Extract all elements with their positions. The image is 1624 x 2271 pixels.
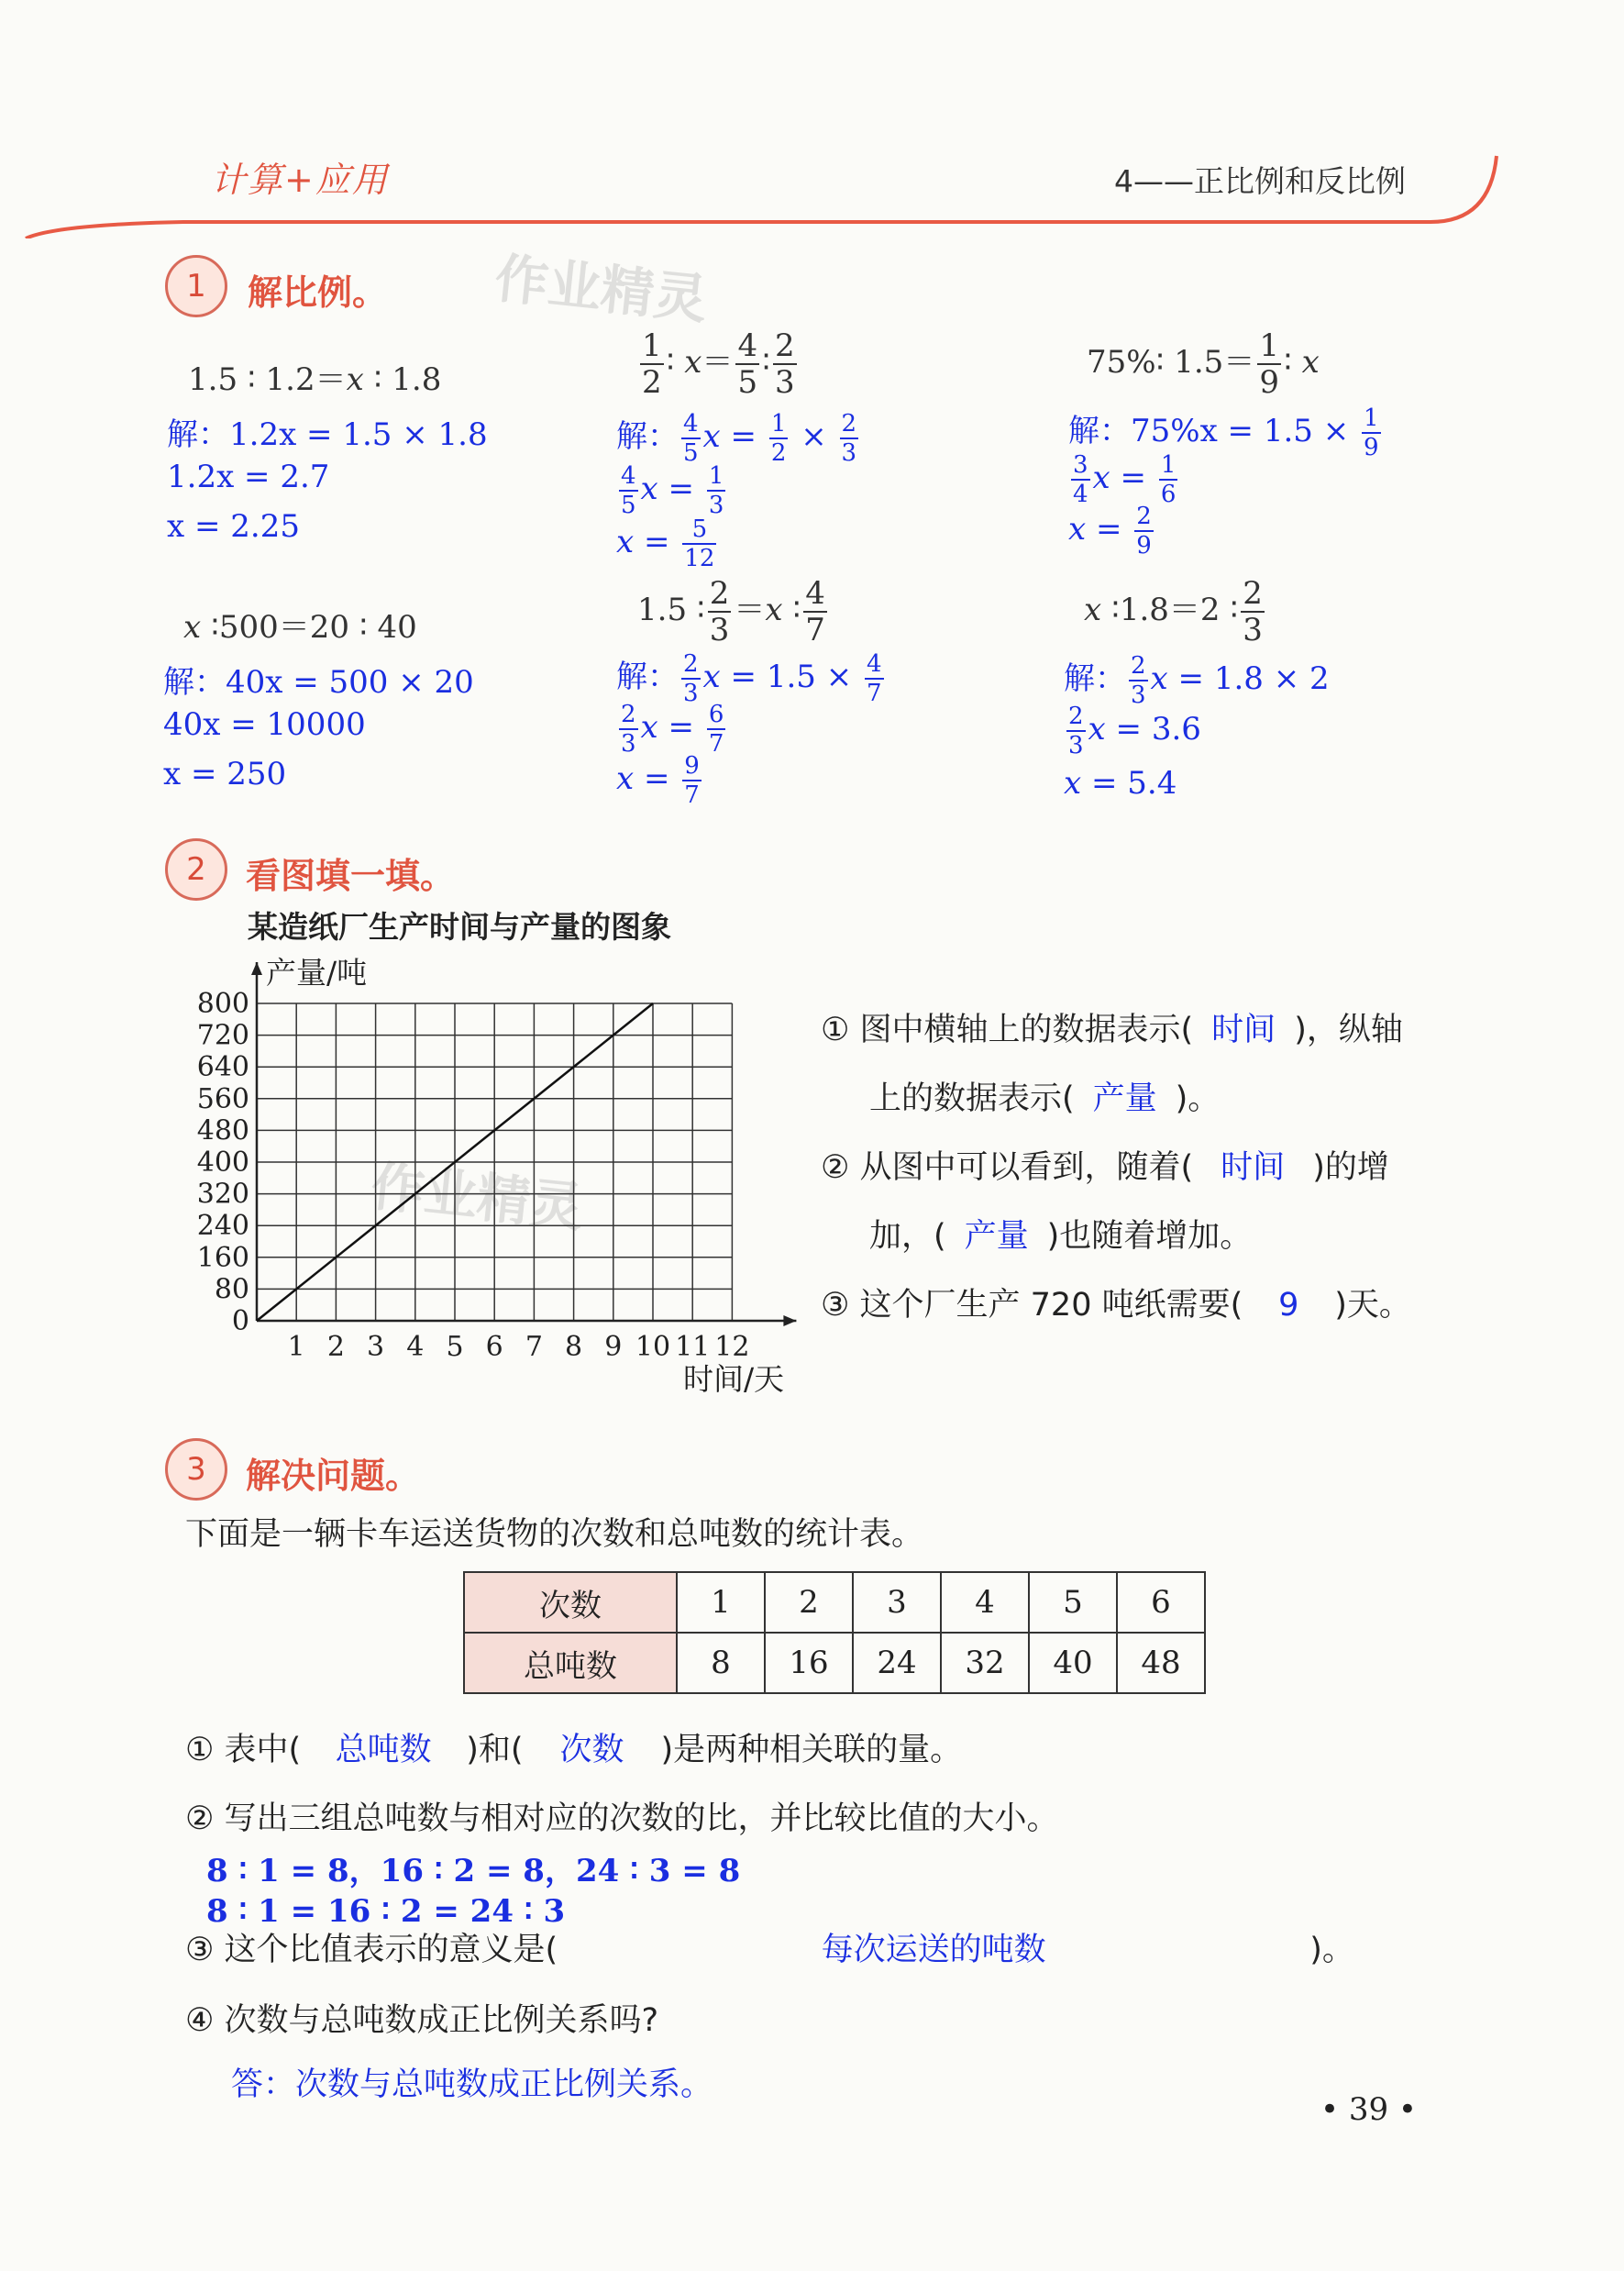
y-tick-label: 800 bbox=[196, 988, 249, 1020]
x-tick-label: 5 bbox=[446, 1331, 464, 1363]
x-tick-label: 6 bbox=[485, 1331, 503, 1363]
answer-line: 8 ∶ 1 = 16 ∶ 2 = 24 ∶ 3 bbox=[206, 1893, 566, 1930]
x-tick-label: 4 bbox=[406, 1331, 425, 1363]
solution-line: x = $\frac{9}{7}$ bbox=[616, 752, 700, 809]
row-header: 次数 bbox=[464, 1572, 677, 1633]
fill-question: 上的数据表示( 产量 )。 bbox=[869, 1080, 1221, 1117]
header-rule bbox=[0, 138, 1624, 238]
solution-line: 1.2x = 2.7 bbox=[167, 459, 330, 495]
watermark: 作业精灵 bbox=[368, 1155, 587, 1239]
solution-line: 解：75%x = 1.5 × $\frac{1}{9}$ bbox=[1068, 404, 1379, 461]
fill-question: ① 表中( 总吨数 )和( 次数 )是两种相关联的量。 bbox=[185, 1732, 963, 1768]
solution-line: $\frac{3}{4}$ x = $\frac{1}{6}$ bbox=[1073, 451, 1177, 508]
y-tick-label: 160 bbox=[196, 1241, 249, 1274]
table-row: 总吨数 8 16 24 32 40 48 bbox=[464, 1633, 1205, 1693]
answer-line: 答：次数与总吨数成正比例关系。 bbox=[231, 2066, 713, 2103]
solution-line: 解：1.2x = 1.5 × 1.8 bbox=[167, 416, 488, 453]
x-tick-label: 10 bbox=[635, 1331, 671, 1363]
fill-question: ② 从图中可以看到，随着( 时间 )的增 bbox=[821, 1149, 1389, 1186]
y-tick-label: 400 bbox=[196, 1147, 249, 1179]
x-tick-label: 9 bbox=[604, 1331, 623, 1363]
question-badge: 3 bbox=[165, 1438, 227, 1501]
proportion-equation: 1.5 ∶ 1.2＝x ∶ 1.8 bbox=[188, 361, 442, 398]
section-title: 计算+应用 bbox=[211, 160, 389, 200]
fill-question: ③ 这个厂生产 720 吨纸需要( 9 )天。 bbox=[821, 1287, 1411, 1324]
chapter-title: 4——正比例和反比例 bbox=[1114, 163, 1406, 199]
question-text: ② 写出三组总吨数与相对应的次数的比，并比较比值的大小。 bbox=[185, 1800, 1059, 1837]
solution-line: x = 250 bbox=[163, 756, 287, 792]
question-title: 解决问题。 bbox=[246, 1456, 421, 1496]
y-tick-label: 720 bbox=[196, 1019, 249, 1052]
solution-line: $\frac{2}{3}$ x = $\frac{6}{7}$ bbox=[621, 701, 724, 758]
x-tick-label: 3 bbox=[367, 1331, 385, 1363]
solution-line: 解： $\frac{2}{3}$ x = 1.5 × $\frac{4}{7}$ bbox=[616, 650, 882, 707]
y-tick-label: 320 bbox=[196, 1178, 249, 1211]
x-tick-label: 7 bbox=[525, 1331, 543, 1363]
solution-line: x = 2.25 bbox=[167, 508, 300, 545]
question-title: 看图填一填。 bbox=[246, 856, 456, 896]
x-axis-label: 时间/天 bbox=[683, 1361, 785, 1397]
y-tick-label: 80 bbox=[214, 1273, 249, 1306]
y-tick-label: 640 bbox=[196, 1051, 249, 1084]
question-text: ④ 次数与总吨数成正比例关系吗? bbox=[185, 2002, 659, 2039]
chart-title: 某造纸厂生产时间与产量的图象 bbox=[248, 909, 671, 945]
row-header: 总吨数 bbox=[464, 1633, 677, 1693]
question-intro: 下面是一辆卡车运送货物的次数和总吨数的统计表。 bbox=[185, 1516, 924, 1553]
solution-line: 40x = 10000 bbox=[163, 706, 366, 743]
y-tick-label: 560 bbox=[196, 1082, 249, 1115]
x-axis-arrow bbox=[783, 1315, 796, 1326]
y-tick-label: 480 bbox=[196, 1114, 249, 1147]
proportion-equation: 75%∶ 1.5＝ $\frac{1}{9}$ ∶ x bbox=[1087, 327, 1320, 401]
solution-line: $\frac{4}{5}$ x = $\frac{1}{3}$ bbox=[621, 462, 724, 519]
answer-line: 8 ∶ 1 = 8，16 ∶ 2 = 8，24 ∶ 3 = 8 bbox=[206, 1853, 741, 1889]
x-tick-label: 12 bbox=[714, 1331, 750, 1363]
solution-line: 解： $\frac{4}{5}$ x = $\frac{1}{2}$ × $\frac{2}{3}$ bbox=[616, 410, 857, 467]
y-tick-label: 0 bbox=[231, 1305, 249, 1337]
proportion-equation: x ∶1.8＝2 ∶ $\frac{2}{3}$ bbox=[1084, 575, 1263, 648]
table-row: 次数 1 2 3 4 5 6 bbox=[464, 1572, 1205, 1633]
solution-line: x = 5.4 bbox=[1064, 765, 1177, 802]
fill-question: ③ 这个比值表示的意义是( 每次运送的吨数 )。 bbox=[185, 1932, 1354, 1968]
y-axis-arrow bbox=[251, 962, 262, 975]
line-chart bbox=[179, 903, 821, 1403]
proportion-equation: 1.5 ∶ $\frac{2}{3}$ ＝x ∶ $\frac{4}{7}$ bbox=[637, 575, 825, 648]
y-axis-label: 产量/吨 bbox=[266, 955, 368, 991]
x-tick-label: 8 bbox=[565, 1331, 583, 1363]
fill-question: ① 图中横轴上的数据表示( 时间 )，纵轴 bbox=[821, 1012, 1403, 1048]
solution-line: x = $\frac{2}{9}$ bbox=[1068, 503, 1152, 559]
x-tick-label: 11 bbox=[675, 1331, 711, 1363]
fill-question: 加，( 产量 )也随着增加。 bbox=[869, 1218, 1253, 1255]
question-badge: 2 bbox=[165, 838, 227, 901]
question-title: 解比例。 bbox=[248, 272, 388, 313]
x-tick-label: 2 bbox=[326, 1331, 345, 1363]
y-tick-label: 240 bbox=[196, 1210, 249, 1243]
watermark: 作业精灵 bbox=[492, 247, 711, 331]
solution-line: $\frac{2}{3}$ x = 3.6 bbox=[1068, 703, 1201, 759]
solution-line: 解：40x = 500 × 20 bbox=[163, 664, 474, 701]
solution-line: x = $\frac{5}{12}$ bbox=[616, 515, 715, 572]
x-tick-label: 1 bbox=[287, 1331, 305, 1363]
proportion-equation: x ∶500＝20 ∶ 40 bbox=[183, 609, 417, 646]
question-badge: 1 bbox=[165, 255, 227, 317]
page-number: • 39 • bbox=[1320, 2091, 1417, 2128]
solution-line: 解： $\frac{2}{3}$ x = 1.8 × 2 bbox=[1064, 652, 1330, 709]
stats-table bbox=[463, 1571, 1206, 1694]
proportion-equation: $\frac{1}{2}$ ∶ x＝ $\frac{4}{5}$ ∶ $\frac{2}{3}$ bbox=[642, 327, 795, 401]
